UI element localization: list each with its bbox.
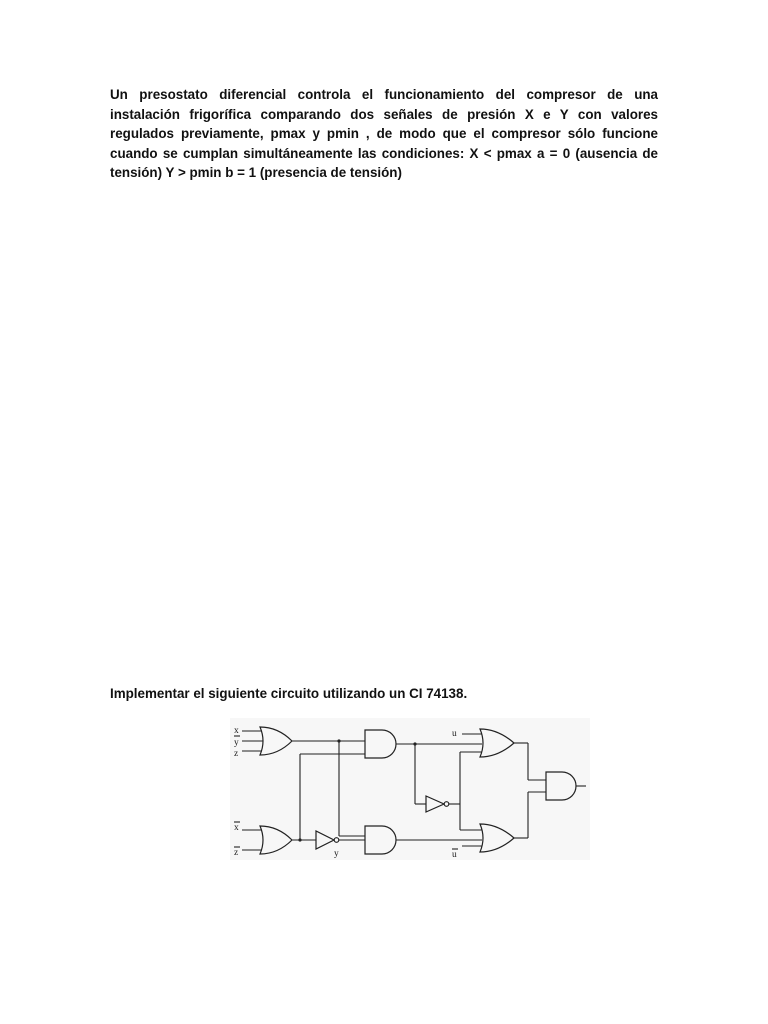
exercise-instruction: Implementar el siguiente circuito utilizando un CI 74138. xyxy=(110,686,468,701)
not-gate-2-bubble xyxy=(444,802,449,807)
logic-circuit-diagram xyxy=(230,718,590,860)
label-z-bar: z xyxy=(234,848,239,858)
or-gate-3 xyxy=(480,729,514,757)
or-gate-4 xyxy=(480,824,514,852)
or-gate-1 xyxy=(260,727,292,755)
and-gate-1 xyxy=(365,730,396,758)
not-gate-1-bubble xyxy=(334,838,339,843)
label-x-bar: x xyxy=(234,823,239,833)
label-z: z xyxy=(234,749,239,759)
circuit-svg xyxy=(230,718,590,860)
not-gate-2 xyxy=(426,796,444,812)
label-u: u xyxy=(452,729,457,739)
label-y-out: y xyxy=(334,849,339,859)
label-x: x xyxy=(234,726,239,736)
label-u-bar: u xyxy=(452,850,457,860)
problem-statement: Un presostato diferencial controla el funcionamiento del compresor de una instalación frigorífica comparando dos señales de presión X e Y con valores regulados previamente, pmax y pmin , de modo que el compresor sólo funcione cuando se cumplan simultáneamente las condiciones: X < pmax a = 0 (ausencia de tensión) Y > pmin b = 1 (presencia de tensión) xyxy=(110,87,658,181)
label-y-bar: y xyxy=(234,738,239,748)
not-gate-1 xyxy=(316,831,334,849)
and-gate-2 xyxy=(365,826,396,854)
or-gate-2 xyxy=(260,826,292,854)
and-gate-final xyxy=(546,772,576,800)
